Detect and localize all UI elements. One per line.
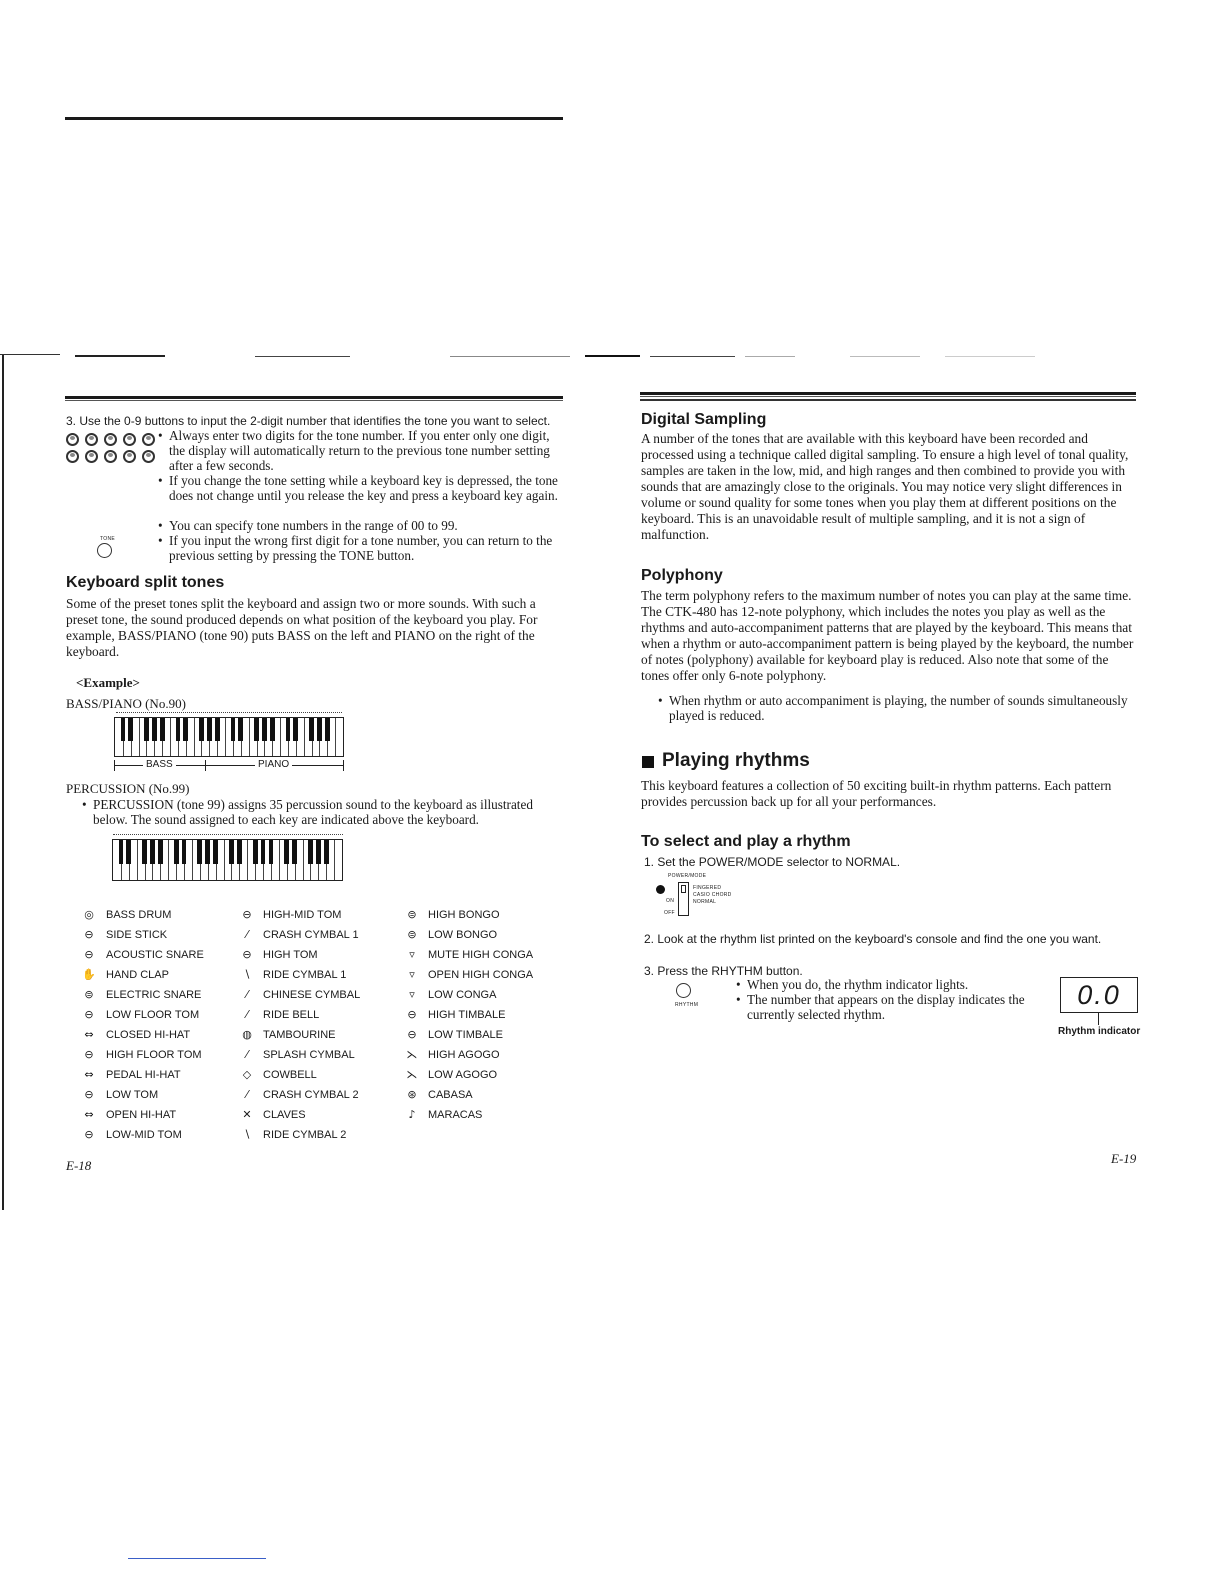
bullet-item: • Always enter two digits for the tone number. If you enter only one digit, the display will automatically return to the previous tone number setting after a few seconds. <box>158 428 550 474</box>
black-key <box>325 718 330 741</box>
mute-high-conga-icon: ▿ <box>409 948 415 961</box>
low-mid-tom-icon: ⊖ <box>84 1128 94 1141</box>
step-2-instruction: 2. Look at the rhythm list printed on the keyboard's console and find the one you want. <box>644 932 1102 946</box>
black-key <box>142 840 147 864</box>
percussion-sound-label: CRASH CYMBAL 1 <box>263 929 359 941</box>
example-label: <Example> <box>76 675 140 690</box>
percussion-sound-label: CHINESE CYMBAL <box>263 989 361 1001</box>
percussion-sound-label: CLAVES <box>263 1109 306 1121</box>
percussion-sound-label: RIDE CYMBAL 1 <box>263 969 347 981</box>
white-key-divider <box>303 840 304 880</box>
digital-sampling-paragraph: A number of the tones that are available with this keyboard have been recorded and processed using a technique called digital sampling. To ensure a high level of tonal quality, samples are taken in the low, mid, and high ranges and then combined to provide you with sounds that are amazingly close to the originals. You may notice very slight differences in volume or sound quality for some tones when you play them at different positions on the keyboard. This is an unavoidable result of multiple sampling, and it is not a sign of malfunction. <box>641 431 1129 542</box>
black-key <box>308 840 313 864</box>
top-rule-left <box>65 117 563 120</box>
pedal-hi-hat-icon: ⇔ <box>84 1068 94 1081</box>
white-key-divider <box>225 718 226 756</box>
cowbell-icon: ◇ <box>242 1068 252 1081</box>
high-bongo-icon: ⊜ <box>407 908 417 921</box>
bass-piano-label: BASS/PIANO (No.90) <box>66 696 186 711</box>
black-key <box>292 840 297 864</box>
rhythm-indicator-caption: Rhythm indicator <box>1058 1026 1141 1037</box>
tone-button[interactable] <box>97 543 112 558</box>
low-tom-icon: ⊖ <box>84 1088 94 1101</box>
black-key <box>237 840 242 864</box>
top-thin-rule-right <box>640 396 1136 397</box>
black-key <box>183 718 188 741</box>
bullet-text: When you do, the rhythm indicator lights. <box>747 977 969 992</box>
crash-cymbal-1-icon: ⁄ <box>246 928 248 941</box>
percussion-sound-label: PEDAL HI-HAT <box>106 1069 181 1081</box>
top-rule-left <box>65 396 563 399</box>
high-floor-tom-icon: ⊖ <box>84 1048 94 1061</box>
rhythm-display <box>1060 977 1138 1013</box>
percussion-sound-label: HIGH TIMBALE <box>428 1009 506 1021</box>
percussion-sound-label: LOW FLOOR TOM <box>106 1009 200 1021</box>
page-number-right: E-19 <box>1111 1151 1137 1166</box>
white-key-divider <box>279 840 280 880</box>
black-key <box>324 840 329 864</box>
black-key <box>309 718 314 741</box>
black-key <box>152 718 157 741</box>
percussion-sound-label: HIGH FLOOR TOM <box>106 1049 202 1061</box>
piano-label: PIANO <box>255 759 292 770</box>
black-key <box>238 718 243 741</box>
white-key-divider <box>334 840 335 880</box>
bass-drum-icon: ◎ <box>84 908 94 921</box>
keyboard-split-heading: Keyboard split tones <box>66 574 225 591</box>
tone-label: TONE <box>100 536 115 542</box>
black-key <box>293 718 298 741</box>
claves-icon: ✕ <box>242 1108 252 1121</box>
percussion-sound-label: HIGH TOM <box>263 949 318 961</box>
bullet-text: When rhythm or auto accompaniment is playing, the number of sounds simultaneously played is reduced. <box>669 693 1128 724</box>
open-hi-hat-icon: ⇔ <box>84 1108 94 1121</box>
bullet-item: • You can specify tone numbers in the range of 00 to 99. <box>158 518 458 533</box>
playing-rhythms-paragraph: This keyboard features a collection of 50 exciting built-in rhythm patterns. Each pattern provides percussion back up for all your performances. <box>641 778 1112 809</box>
black-key <box>213 840 218 864</box>
off-label: OFF <box>664 910 675 916</box>
low-floor-tom-icon: ⊖ <box>84 1008 94 1021</box>
black-key <box>317 718 322 741</box>
indicator-pointer <box>1098 1013 1099 1025</box>
playing-rhythms-heading: Playing rhythms <box>662 750 810 771</box>
white-key-divider <box>168 840 169 880</box>
ride-cymbal-1-icon: ∖ <box>243 968 251 981</box>
display-readout: 0.0 <box>1077 980 1121 1010</box>
number-button-2[interactable] <box>104 433 117 446</box>
open-high-conga-icon: ▿ <box>409 968 415 981</box>
percussion-sound-label: MARACAS <box>428 1109 483 1121</box>
step-3-rhythm-instruction: 3. Press the RHYTHM button. <box>644 964 803 978</box>
percussion-sound-label: LOW TIMBALE <box>428 1029 503 1041</box>
split-marker <box>343 760 344 771</box>
bullet-text: You can specify tone numbers in the range of 00 to 99. <box>169 518 458 533</box>
black-key <box>261 840 266 864</box>
percussion-sound-label: HIGH-MID TOM <box>263 909 342 921</box>
bullet-text: The number that appears on the display indicates the currently selected rhythm. <box>747 992 1025 1023</box>
scan-line <box>0 354 60 355</box>
scan-line <box>850 356 920 357</box>
bullet-item: • If you change the tone setting while a keyboard key is depressed, the tone does not change until you release the key and press a keyboard key again. <box>158 473 558 504</box>
percussion-sound-label: LOW BONGO <box>428 929 498 941</box>
black-key <box>205 840 210 864</box>
step-3-instruction: 3. Use the 0-9 buttons to input the 2-digit number that identifies the tone you want to select. <box>66 414 551 428</box>
percussion-sound-label: SIDE STICK <box>106 929 168 941</box>
percussion-sound-label: HIGH AGOGO <box>428 1049 500 1061</box>
black-key <box>270 718 275 741</box>
polyphony-heading: Polyphony <box>641 567 723 584</box>
black-key <box>126 840 131 864</box>
black-key <box>207 718 212 741</box>
black-key <box>197 840 202 864</box>
power-indicator-dot <box>656 885 665 894</box>
white-key-divider <box>335 718 336 756</box>
top-thin-rule-left <box>65 400 563 401</box>
black-key <box>229 840 234 864</box>
black-key <box>121 718 126 741</box>
number-button-7[interactable] <box>104 450 117 463</box>
black-key <box>150 840 155 864</box>
tambourine-icon: ◍ <box>242 1028 252 1041</box>
high-tom-icon: ⊖ <box>242 948 252 961</box>
black-key <box>253 840 258 864</box>
selector-knob <box>681 885 686 893</box>
hand-clap-icon: ✋ <box>82 968 96 981</box>
low-agogo-icon: ⋋ <box>406 1068 418 1081</box>
fingered-label: FINGERED <box>693 885 722 891</box>
black-key <box>158 840 163 864</box>
black-key <box>316 840 321 864</box>
white-key-divider <box>247 840 248 880</box>
step-1-instruction: 1. Set the POWER/MODE selector to NORMAL. <box>644 855 901 869</box>
bullet-item: • When rhythm or auto accompaniment is playing, the number of sounds simultaneously played is reduced. <box>658 693 1128 724</box>
scan-line <box>75 355 165 357</box>
scan-edge <box>2 355 4 1210</box>
keyboard-diagram-percussion <box>112 839 343 881</box>
scan-line <box>650 356 735 357</box>
white-key-divider <box>194 718 195 756</box>
bullet-text: Always enter two digits for the tone number. If you enter only one digit, the display will automatically return to the previous tone number setting after a few seconds. <box>169 428 550 474</box>
white-key-divider <box>249 718 250 756</box>
bullet-text: If you change the tone setting while a keyboard key is depressed, the tone does not change until you release the key and press a keyboard key again. <box>169 473 558 504</box>
percussion-sound-label: LOW TOM <box>106 1089 159 1101</box>
bullet-item: • When you do, the rhythm indicator lights. <box>736 977 969 992</box>
high-agogo-icon: ⋋ <box>406 1048 418 1061</box>
percussion-sound-label: OPEN HI-HAT <box>106 1109 177 1121</box>
black-key <box>254 718 259 741</box>
low-conga-icon: ▿ <box>409 988 415 1001</box>
chinese-cymbal-icon: ⁄ <box>246 988 248 1001</box>
white-key-divider <box>304 718 305 756</box>
high-mid-tom-icon: ⊖ <box>242 908 252 921</box>
percussion-sound-label: CLOSED HI-HAT <box>106 1029 191 1041</box>
percussion-sound-label: SPLASH CYMBAL <box>263 1049 355 1061</box>
black-key <box>284 840 289 864</box>
number-button-8[interactable] <box>123 450 136 463</box>
number-button-1[interactable] <box>85 433 98 446</box>
black-key <box>286 718 291 741</box>
keyboard-split-paragraph: Some of the preset tones split the keyboard and assign two or more sounds. With such a preset tone, the sound produced depends on what position of the keyboard you play. For example, BASS/PIANO (tone 90) puts BASS on the left and PIANO on the right of the keyboard. <box>66 596 538 659</box>
page-number-left: E-18 <box>66 1158 92 1173</box>
number-button-3[interactable] <box>123 433 136 446</box>
power-mode-label: POWER/MODE <box>668 873 707 879</box>
ride-cymbal-2-icon: ∖ <box>243 1128 251 1141</box>
percussion-sound-label: TAMBOURINE <box>263 1029 336 1041</box>
digital-sampling-heading: Digital Sampling <box>641 411 767 428</box>
keyboard-diagram-bass-piano <box>114 717 344 757</box>
percussion-sound-label: BASS DRUM <box>106 909 172 921</box>
white-key-divider <box>192 840 193 880</box>
bullet-item: • If you input the wrong first digit for a tone number, you can return to the previous setting by pressing the TONE button. <box>158 533 553 564</box>
black-key <box>231 718 236 741</box>
percussion-sound-label: ELECTRIC SNARE <box>106 989 202 1001</box>
percussion-sound-label: RIDE CYMBAL 2 <box>263 1129 347 1141</box>
crash-cymbal-2-icon: ⁄ <box>246 1088 248 1101</box>
black-key <box>174 840 179 864</box>
casio-chord-label: CASIO CHORD <box>693 892 732 898</box>
percussion-sound-label: RIDE BELL <box>263 1009 320 1021</box>
bass-label: BASS <box>143 759 176 770</box>
black-key <box>160 718 165 741</box>
maracas-icon: ♪ <box>408 1108 416 1121</box>
percussion-sound-label: CRASH CYMBAL 2 <box>263 1089 359 1101</box>
scan-line <box>745 356 795 357</box>
scan-line <box>585 355 640 357</box>
percussion-sound-label: COWBELL <box>263 1069 317 1081</box>
percussion-sound-label: MUTE HIGH CONGA <box>428 949 534 961</box>
white-key-divider <box>137 840 138 880</box>
percussion-sound-label: HIGH BONGO <box>428 909 500 921</box>
white-key-divider <box>139 718 140 756</box>
black-key <box>199 718 204 741</box>
black-key <box>128 718 133 741</box>
scan-line <box>450 356 570 357</box>
ride-bell-icon: ⁄ <box>246 1008 248 1021</box>
low-bongo-icon: ⊜ <box>407 928 417 941</box>
rhythm-button[interactable] <box>676 983 691 998</box>
black-key <box>176 718 181 741</box>
acoustic-snare-icon: ⊖ <box>84 948 94 961</box>
on-label: ON <box>666 898 675 904</box>
top-thin-rule-right <box>640 399 1136 401</box>
side-stick-icon: ⊖ <box>84 928 94 941</box>
percussion-sound-label: LOW-MID TOM <box>106 1129 182 1141</box>
black-key <box>144 718 149 741</box>
percussion-sound-label: LOW CONGA <box>428 989 497 1001</box>
percussion-sound-label: ACOUSTIC SNARE <box>106 949 204 961</box>
normal-label: NORMAL <box>693 899 717 905</box>
bullet-text: PERCUSSION (tone 99) assigns 35 percussion sound to the keyboard as illustrated below. The sound assigned to each key are indicated above the keyboard. <box>93 797 533 828</box>
percussion-sound-label: CABASA <box>428 1089 473 1101</box>
white-key-divider <box>280 718 281 756</box>
bullet-item: • PERCUSSION (tone 99) assigns 35 percussion sound to the keyboard as illustrated below. The sound assigned to each key are indicated above the keyboard. <box>82 797 533 828</box>
number-button-5[interactable] <box>66 450 79 463</box>
number-button-4[interactable] <box>142 433 155 446</box>
closed-hi-hat-icon: ⇔ <box>84 1028 94 1041</box>
percussion-label: PERCUSSION (No.99) <box>66 781 190 796</box>
percussion-sound-label: LOW AGOGO <box>428 1069 498 1081</box>
percussion-sound-label: OPEN HIGH CONGA <box>428 969 534 981</box>
black-key <box>269 840 274 864</box>
top-rule-right <box>640 392 1136 395</box>
high-timbale-icon: ⊖ <box>407 1008 417 1021</box>
bullet-item: • The number that appears on the display indicates the currently selected rhythm. <box>736 992 1025 1023</box>
polyphony-paragraph: The term polyphony refers to the maximum number of notes you can play at the same time. The CTK-480 has 12-note polyphony, which includes the notes you play as well as the rhythms and auto-accompaniment patterns that are played by the keyboard. This means that when a rhythm or auto-accompaniment pattern is being played by the keyboard, the number of notes (polyphony) available for keyboard play is reduced. Also note that some of the tones offer only 6-note polyphony. <box>641 588 1134 683</box>
white-key-divider <box>224 840 225 880</box>
electric-snare-icon: ⊜ <box>84 988 94 1001</box>
scan-line <box>128 1558 266 1559</box>
scan-line <box>945 356 1035 357</box>
number-button-9[interactable] <box>142 450 155 463</box>
split-marker <box>205 760 206 771</box>
number-button-0[interactable] <box>66 433 79 446</box>
splash-cymbal-icon: ⁄ <box>246 1048 248 1061</box>
percussion-sound-label: HAND CLAP <box>106 969 169 981</box>
select-rhythm-heading: To select and play a rhythm <box>641 833 851 850</box>
number-button-6[interactable] <box>85 450 98 463</box>
split-marker <box>114 760 115 771</box>
rhythm-button-label: RHYTHM <box>675 1002 699 1008</box>
cabasa-icon: ⊛ <box>407 1088 417 1101</box>
white-key-divider <box>170 718 171 756</box>
black-key <box>262 718 267 741</box>
bullet-text: If you input the wrong first digit for a tone number, you can return to the previous setting by pressing the TONE button. <box>169 533 553 564</box>
low-timbale-icon: ⊖ <box>407 1028 417 1041</box>
black-key <box>119 840 124 864</box>
section-square-icon <box>642 756 654 768</box>
scan-line <box>255 356 350 357</box>
black-key <box>215 718 220 741</box>
black-key <box>182 840 187 864</box>
